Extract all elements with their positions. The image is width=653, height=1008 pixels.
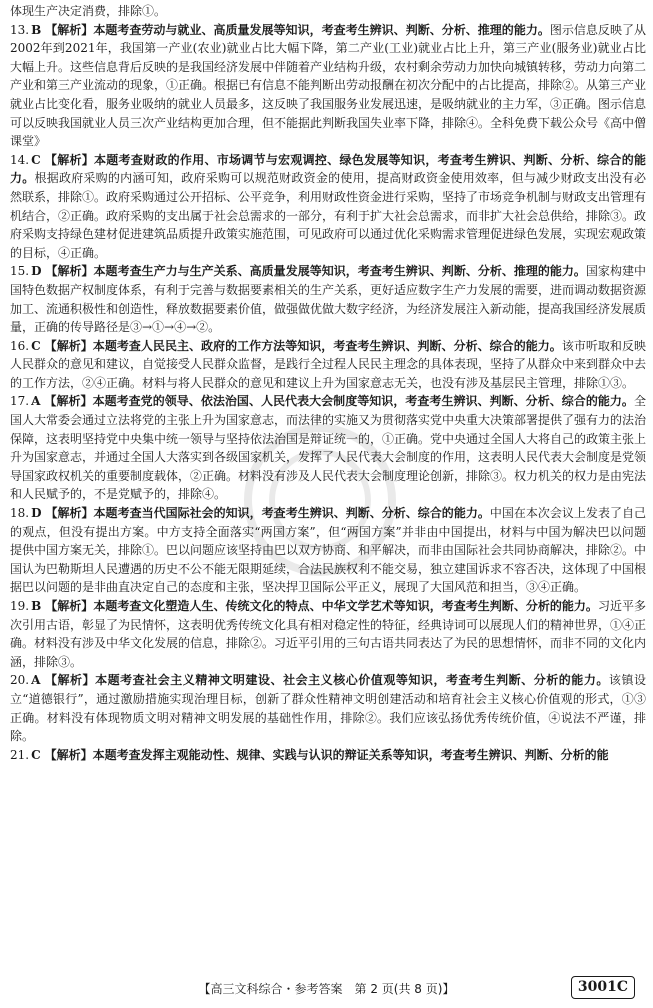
answer-letter: C <box>31 152 41 167</box>
question-number: 21. <box>10 747 30 762</box>
analysis-tag: 【解析】 <box>44 394 93 409</box>
answer-letter: A <box>31 394 41 409</box>
question-item <box>10 746 646 765</box>
question-list <box>10 21 646 765</box>
question-number: 18. <box>10 506 30 521</box>
question-number: 19. <box>10 599 30 613</box>
analysis-tag: 【解析】 <box>45 506 94 521</box>
analysis-body: 根据政府采购的内涵可知，政府采购可以规范财政资金的使用，提高财政资金使用效率，但与减少财政支出没有必然联系，排除①。政府采购通过公开招标、公平竞争，利用财政性资金进行采购，坚持了市场竞争机制与财政支出管理有机结合，②正确。政府采购的支出属于社会总需求的一部分，有利于扩大社会总需求，而非扩大社会总供给，排除③。政府采购支持绿色建材促进建筑品质提升政策实施范围，可见政府可以通过优化采购需求管理促进绿色发展，实现宏观政策的目标，④正确。 <box>10 171 647 260</box>
answer-letter: A <box>31 673 41 688</box>
question-item <box>10 21 646 151</box>
question-item <box>10 337 646 393</box>
footer-page-info: 【高三文科综合・参考答案 第 2 页(共 8 页)】 <box>198 982 455 996</box>
analysis-tag: 【解析】 <box>45 264 94 279</box>
analysis-body: 全国人大常委会通过立法将党的主张上升为国家意志，而法律的实施又为贯彻落实党中央重大决策部署提供了强有力的法治保障，这表明坚持党中央集中统一领导与坚持依法治国是辩证统一的，①正确。党中央通过全国人大将自己的政策主张上升为国家意志，并通过全国人大落实到各级国家机关，发挥了人民代表大会制度的作用，这表明人民代表大会制度是党领导国家政权机关的重要制度载体，②正确。材料没有涉及人民代表大会制度理论创新，排除③。权力机关的权力是由宪法和人民赋予的，不是党赋予的，排除④。 <box>10 394 647 502</box>
knowledge-points: 本题考查劳动与就业、高质量发展等知识，考查考生辨识、判断、分析、推理的能力。 <box>93 22 550 37</box>
analysis-body: 该镇设立“道德银行”，通过激励措施实现治理目标，创新了群众性精神文明创建活动和培育社会主义核心价值观的形式，①③正确。材料没有体现物质文明对精神文明发展的基础性作用，排除②。我们应该弘扬优秀传统价值，④说法不严谨，排除。 <box>10 673 646 744</box>
analysis-tag: 【解析】 <box>45 22 94 37</box>
question-number: 15. <box>10 264 30 279</box>
answer-letter: B <box>31 22 42 37</box>
answer-letter: B <box>31 599 42 613</box>
lead-text: 体现生产决定消费，排除①。 <box>10 4 167 18</box>
analysis-tag: 【解析】 <box>44 747 93 762</box>
question-number: 17. <box>10 394 30 409</box>
page-footer <box>0 974 653 1004</box>
knowledge-points: 本题考查财政的作用、市场调节与宏观调控、绿色发展等知识，考查考生辨识、判断、分析、综合的能力。 <box>10 152 646 186</box>
question-item <box>10 504 646 597</box>
analysis-body: 习近平多次引用古语，彰显了为民情怀，这表明优秀传统文化具有相对稳定性的特征，经典诗词可以展现人们的精神世界，①④正确。材料没有涉及中华文化发展的信息，排除②。习近平引用的三句古语共同表达了为民的思想情怀，而非不同的文化内涵，排除③。 <box>10 599 647 669</box>
knowledge-points: 本题考查人民民主、政府的工作方法等知识，考查考生辨识、判断、分析、综合的能力。 <box>92 338 562 353</box>
answer-letter: C <box>31 747 41 762</box>
answer-letter: D <box>31 264 42 279</box>
analysis-body: 国家构建中国特色数据产权制度体系，有利于完善与数据要素相关的生产关系，更好适应数字生产力发展的需要，进而调动数据资源加工、流通积极性和创造性，释放数据要素价值，做强做优做大数字经济，为经济发展注入新动能，提高我国经济发展质量，正确的传导路径是③→①→④→②。 <box>10 264 647 335</box>
question-number: 20. <box>10 673 30 688</box>
knowledge-points: 本题考查党的领导、依法治国、人民代表大会制度等知识，考查考生辨识、判断、分析、综合的能力。 <box>92 394 634 409</box>
analysis-tag: 【解析】 <box>44 338 93 353</box>
question-number: 14. <box>10 152 30 167</box>
knowledge-points: 本题考查文化塑造人生、传统文化的特点、中华文学艺术等知识，考查考生判断、分析的能力。 <box>93 599 598 613</box>
analysis-body: 图示信息反映了从2002年到2021年，我国第一产业(农业)就业占比大幅下降，第二产业(工业)就业占比上升，第三产业(服务业)就业占比大幅上升。这些信息背后反映的是我国经济发展中伴随着产业结构升级，农村剩余劳动力加快向城镇转移，劳动力向第二产业和第三产业流动的现象，①正确。根据已有信息不能判断出劳动报酬在初次分配中的占比提高，排除②。从第三产业就业占比变化看，服务业吸纳的就业人员最多，这反映了我国服务业发展迅速，是吸纳就业的主力军，③正确。图示信息可以反映我国就业人员三次产业结构更加合理，但不能据此判断我国失业率下降，排除④。全科免费下载公众号《高中僧课堂》 <box>10 22 647 149</box>
answer-page <box>10 2 646 764</box>
question-item <box>10 597 646 671</box>
knowledge-points: 本题考查生产力与生产关系、高质量发展等知识，考查考生辨识、判断、分析、推理的能力。 <box>93 264 586 279</box>
analysis-body: 该市听取和反映人民群众的意见和建议，自觉接受人民群众监督，是践行全过程人民民主理念的具体表现，坚持了从群众中来到群众中去的工作方法，②④正确。材料与将人民群众的意见和建议上升为国家意志无关，也没有涉及基层民主管理，排除①③。 <box>10 338 647 390</box>
analysis-tag: 【解析】 <box>45 599 94 613</box>
footer-exam-code: 3001C <box>571 976 635 999</box>
analysis-tag: 【解析】 <box>44 673 96 688</box>
answer-letter: D <box>31 506 42 521</box>
question-number: 16. <box>10 338 30 353</box>
analysis-body: 中国在本次会议上发表了自己的观点，但没有提出方案。中方支持全面落实“两国方案”，但“两国方案”并非由中国提出，材料与中国为解决巴以问题提供中国方案无关，排除①。巴以问题应该坚持由巴以双方协商、和平解决，而非由国际社会共同协商解决，排除②。中国认为巴勒斯坦人民遭遇的历史不公不能无限期延续，合法民族权利不能交易，独立建国诉求不容否决，这体现了中国根据巴以问题的是非曲直决定自己的态度和主张，坚决捍卫国际公平正义，展现了大国风范和担当，③④正确。 <box>10 506 647 595</box>
analysis-tag: 【解析】 <box>44 152 95 167</box>
knowledge-points: 本题考查社会主义精神文明建设、社会主义核心价值观等知识，考查考生判断、分析的能力。 <box>95 673 609 688</box>
question-number: 13. <box>10 22 30 37</box>
knowledge-points: 本题考查当代国际社会的知识，考查考生辨识、判断、分析、综合的能力。 <box>93 506 490 521</box>
answer-letter: C <box>31 338 41 353</box>
question-item <box>10 151 646 263</box>
knowledge-points: 本题考查发挥主观能动性、规律、实践与认识的辩证关系等知识，考查考生辨识、判断、分析的能 <box>92 747 609 762</box>
question-item <box>10 392 646 504</box>
question-item <box>10 671 646 745</box>
question-item <box>10 262 646 336</box>
